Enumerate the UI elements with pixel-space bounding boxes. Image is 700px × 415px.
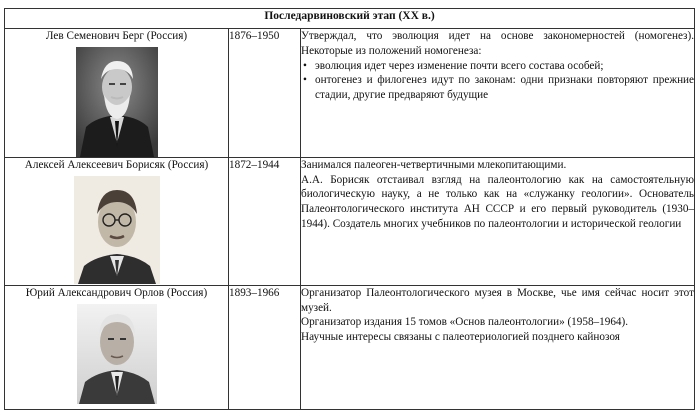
description-list [301, 59, 694, 103]
table-row [5, 285, 695, 409]
scientist-name: Алексей Алексеевич Борисяк (Россия) [24, 158, 209, 171]
scientist-cell [5, 29, 229, 158]
table-title-row [5, 9, 695, 29]
scientist-years: 1876–1950 [229, 30, 280, 42]
description-cell [301, 29, 695, 158]
list-item: • онтогенез и филогенез идут по законам: одни признаки повторяют прежние стадии, другие предваряют будущие [301, 73, 694, 103]
table-title: Последарвиновский этап (XX в.) [5, 9, 695, 29]
years-cell [229, 29, 301, 158]
description-cell [301, 285, 695, 409]
scientist-years: 1872–1944 [229, 158, 280, 171]
description-paragraph: Организатор Палеонтологического музея в Москве, чье имя сейчас носит этот музей. [301, 286, 695, 314]
scientist-years: 1893–1966 [229, 286, 280, 299]
scientist-cell [5, 157, 229, 285]
list-item: • эволюция идет через изменение почти всего состава особей; [301, 59, 694, 74]
scientist-name: Юрий Александрович Орлов (Россия) [25, 286, 208, 299]
portrait-orlov [77, 304, 157, 404]
years-cell [229, 157, 301, 285]
years-cell [229, 285, 301, 409]
portrait-borisyak [74, 176, 160, 284]
scientist-cell [5, 285, 229, 409]
description-paragraph: Утверждал, что эволюция идет на основе закономерностей (номогенез). Некоторые из положений номогенеза: [301, 30, 695, 57]
description-cell [301, 157, 695, 285]
scientists-table [4, 8, 695, 410]
table-row [5, 157, 695, 285]
description-paragraph: Научные интересы связаны с палеотериологией позднего кайнозоя [301, 331, 620, 344]
description-paragraph: Организатор издания 15 томов «Основ палеонтологии» (1958–1964). [301, 316, 629, 329]
description-paragraph: Занимался палеоген-четвертичными млекопитающими. [301, 158, 567, 171]
table-row [5, 29, 695, 158]
portrait-berg [76, 47, 158, 157]
scientist-name: Лев Семенович Берг (Россия) [45, 30, 188, 42]
description-paragraph: А.А. Борисяк отстаивал взгляд на палеонтологию как на самостоятельную биологическую науку, а не только как на «служанку геологии». Основатель Палеонтологического института АН СССР и его первый руководитель (1930–1944). Создатель многих учебников по палеонтологии и исторической геологии [301, 173, 695, 230]
